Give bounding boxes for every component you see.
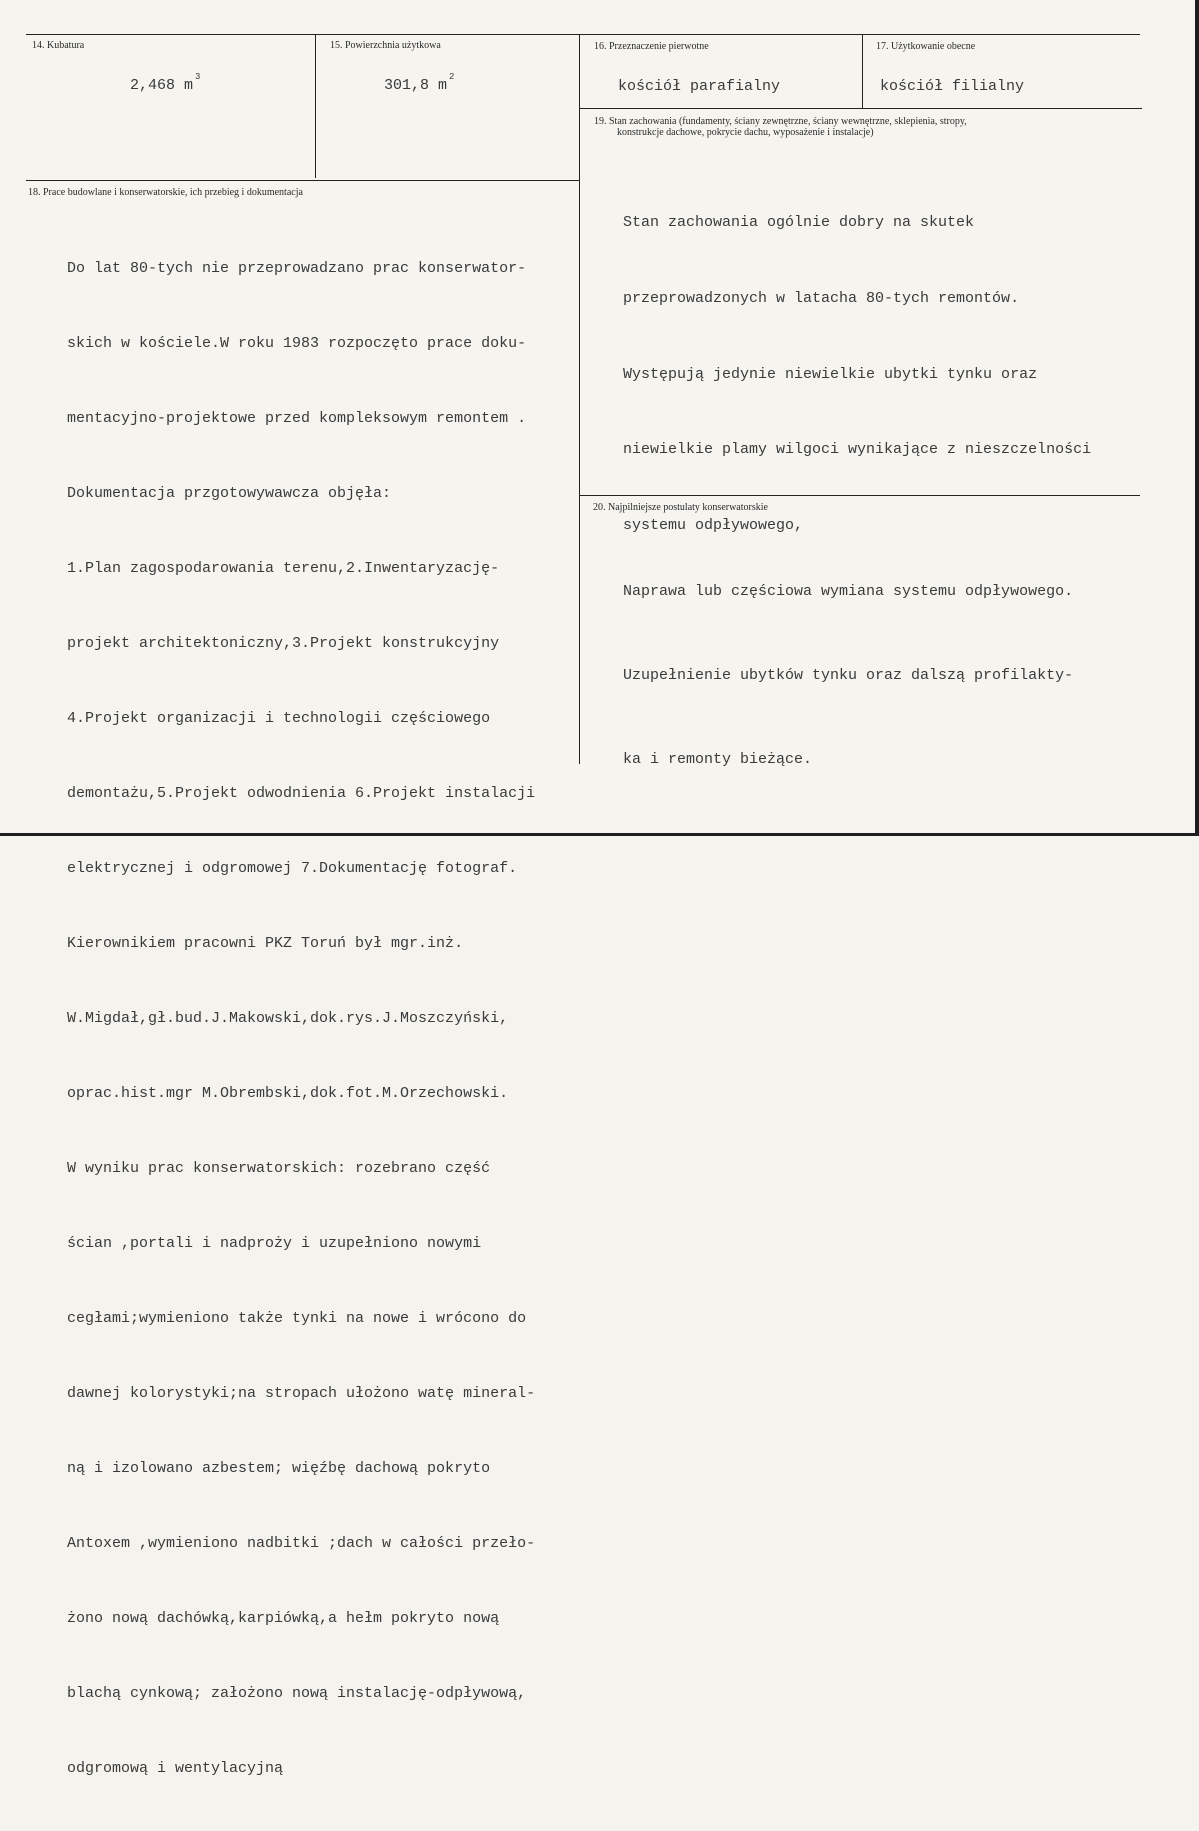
- powierzchnia-unit-exponent: 2: [449, 72, 455, 82]
- prace-line: demontażu,5.Projekt odwodnienia 6.Projekt instalacji: [67, 785, 536, 802]
- prace-line: mentacyjno-projektowe przed kompleksowym remontem .: [67, 410, 527, 427]
- prace-line: żono nową dachówką,karpiówką,a hełm pokryto nową: [67, 1610, 500, 1627]
- stan-zachowania-line: przeprowadzonych w latacha 80-tych remontów.: [623, 290, 1020, 307]
- postulaty-line: Naprawa lub częściowa wymiana systemu odpływowego.: [623, 583, 1074, 600]
- prace-line: cegłami;wymieniono także tynki na nowe i wrócono do: [67, 1310, 527, 1327]
- divider-14-15: [315, 34, 316, 178]
- powierzchnia-value: [384, 72, 455, 94]
- prace-line: skich w kościele.W roku 1983 rozpoczęto prace doku-: [67, 335, 527, 352]
- kubatura-value: [130, 72, 201, 94]
- stan-zachowania-label-line-1: 19. Stan zachowania (fundamenty, ściany zewnętrzne, ściany wewnętrzne, sklepienia, stropy,: [594, 116, 967, 127]
- powierzchnia-label: 15. Powierzchnia użytkowa: [330, 40, 441, 51]
- stan-zachowania-line: systemu odpływowego,: [623, 516, 804, 534]
- stan-zachowania-line: Stan zachowania ogólnie dobry na skutek: [623, 214, 975, 232]
- prace-line: odgromową i wentylacyjną: [67, 1760, 284, 1777]
- prace-line: oprac.hist.mgr M.Obrembski,dok.fot.M.Orzechowski.: [67, 1085, 509, 1102]
- prace-line: ścian ,portali i nadproży i uzupełniono nowymi: [67, 1235, 482, 1252]
- prace-line: W wyniku prac konserwatorskich: rozebrano część: [67, 1160, 491, 1177]
- prace-line: projekt architektoniczny,3.Projekt konstrukcyjny: [67, 635, 500, 652]
- stan-zachowania-label-line-2: konstrukcje dachowe, pokrycie dachu, wyposażenie i instalacje): [617, 127, 874, 138]
- prace-line: elektrycznej i odgromowej 7.Dokumentację fotograf.: [67, 860, 518, 877]
- stan-zachowania-line: Występują jedynie niewielkie ubytki tynku oraz: [623, 365, 1038, 383]
- przeznaczenie-value: kościół parafialny: [618, 78, 781, 95]
- rule-under-14-15: [26, 180, 579, 181]
- kubatura-number: 2,468 m: [130, 77, 194, 94]
- prace-line: Do lat 80-tych nie przeprowadzano prac konserwator-: [67, 260, 527, 277]
- prace-budowlane-label: 18. Prace budowlane i konserwatorskie, ich przebieg i dokumentacja: [28, 187, 303, 198]
- uzytkowanie-label: 17. Użytkowanie obecne: [876, 41, 976, 52]
- kubatura-label: 14. Kubatura: [32, 40, 85, 51]
- prace-line: W.Migdał,gł.bud.J.Makowski,dok.rys.J.Moszczyński,: [67, 1010, 509, 1027]
- stan-zachowania-line: niewielkie plamy wilgoci wynikające z nieszczelności: [623, 441, 1092, 459]
- powierzchnia-number: 301,8 m: [384, 77, 448, 94]
- prace-line: blachą cynkową; założono nową instalację-odpływową,: [67, 1685, 527, 1702]
- rule-under-16-17: [579, 108, 1142, 109]
- uzytkowanie-value: kościół filialny: [880, 78, 1025, 95]
- prace-line: 4.Projekt organizacji i technologii częściowego: [67, 710, 491, 727]
- kubatura-unit-exponent: 3: [195, 72, 201, 82]
- prace-line: Kierownikiem pracowni PKZ Toruń był mgr.inż.: [67, 935, 464, 952]
- prace-line: 1.Plan zagospodarowania terenu,2.Inwentaryzację-: [67, 560, 500, 577]
- prace-line: Dokumentacja przgotowywawcza objęła:: [67, 485, 392, 502]
- divider-main: [579, 34, 580, 764]
- prace-budowlane-text: [67, 206, 535, 1831]
- postulaty-line: ka i remonty bieżące.: [623, 751, 813, 768]
- postulaty-label: 20. Najpilniejsze postulaty konserwatorskie: [593, 502, 768, 513]
- prace-line: Antoxem ,wymieniono nadbitki ;dach w całości przeło-: [67, 1535, 536, 1552]
- przeznaczenie-label: 16. Przeznaczenie pierwotne: [594, 41, 709, 52]
- divider-16-17: [862, 34, 863, 108]
- top-rule: [26, 34, 1140, 35]
- postulaty-text: [623, 522, 1073, 830]
- postulaty-line: Uzupełnienie ubytków tynku oraz dalszą profilakty-: [623, 667, 1074, 684]
- prace-line: dawnej kolorystyki;na stropach ułożono watę mineral-: [67, 1385, 536, 1402]
- prace-line: ną i izolowano azbestem; więźbę dachową pokryto: [67, 1460, 491, 1477]
